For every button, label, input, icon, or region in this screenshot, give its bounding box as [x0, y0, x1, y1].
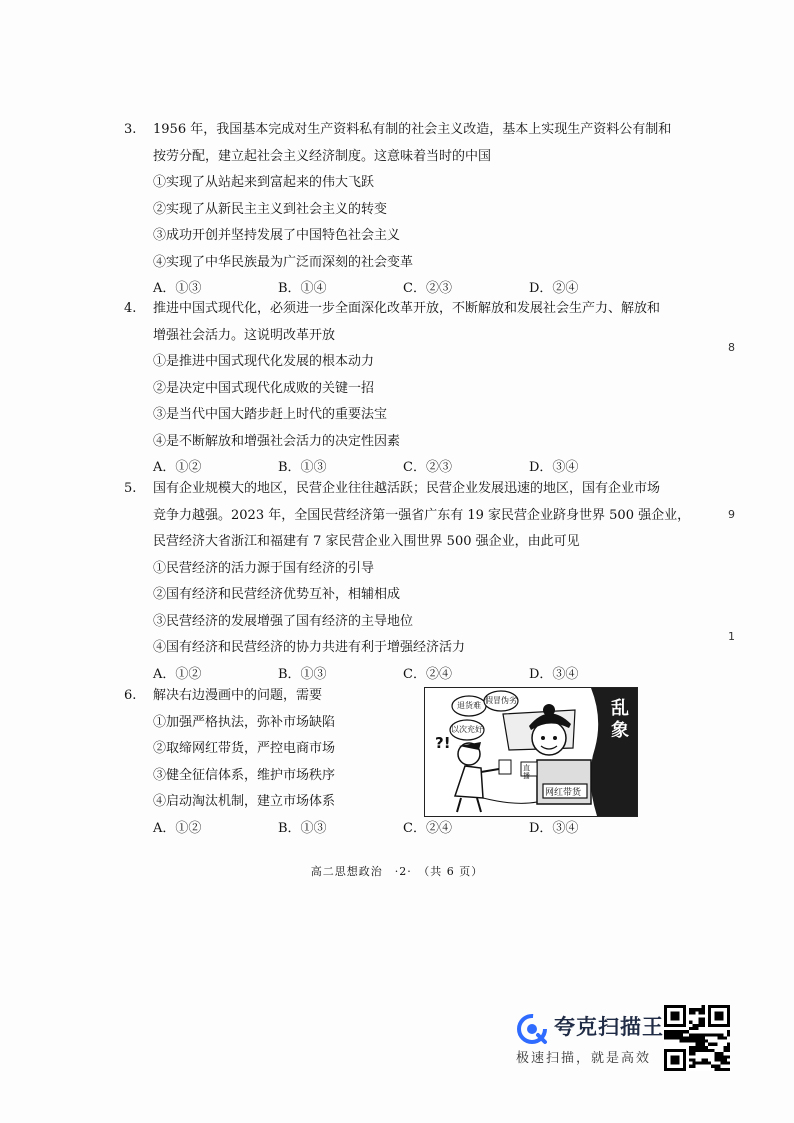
qr-code-icon — [664, 1005, 730, 1071]
margin-mark: 9 — [728, 508, 735, 521]
cartoon-bubble: 以次充好 — [451, 725, 483, 734]
choice-item: ②实现了从新民主主义到社会主义的转变 — [153, 201, 388, 217]
cartoon-sign: 网红带货 — [545, 788, 582, 798]
question-3 — [124, 117, 684, 302]
margin-mark: 1 — [728, 630, 735, 643]
question-4 — [124, 296, 684, 481]
option-c: C．②④ — [403, 666, 452, 682]
cartoon-side-text: 乱象 — [611, 698, 629, 741]
option-d: D．③④ — [529, 666, 579, 682]
option-c: C．②③ — [403, 460, 452, 475]
option-d: D．②④ — [529, 281, 579, 296]
choice-item: ①是推进中国式现代化发展的根本动力 — [153, 354, 375, 369]
choice-item: ①加强严格执法，弥补市场缺陷 — [153, 714, 336, 730]
cartoon-marks: ?! — [435, 734, 451, 752]
choice-item: ③健全征信体系，维护市场秩序 — [153, 767, 336, 783]
option-a: A．①② — [153, 460, 202, 475]
choice-item: ④启动淘汰机制，建立市场体系 — [153, 794, 336, 809]
page-footer: 高二思想政治 ·2· （共 6 页） — [310, 865, 484, 878]
choice-item: ④国有经济和民营经济的协力共进有利于增强经济活力 — [153, 640, 466, 655]
option-d: D．③④ — [529, 460, 579, 475]
option-b: B．①③ — [278, 460, 327, 475]
watermark-subtitle: 极速扫描，就是高效 — [516, 1051, 652, 1066]
choice-item: ①民营经济的活力源于国有经济的引导 — [153, 560, 375, 576]
choice-item: ③是当代中国大踏步赶上时代的重要法宝 — [153, 407, 388, 422]
option-a: A．①② — [153, 820, 202, 836]
watermark-title: 夸克扫描王 — [554, 1015, 664, 1039]
choice-item: ②是决定中国式现代化成败的关键一招 — [153, 380, 375, 396]
option-d: D．③④ — [529, 820, 579, 836]
option-b: B．①③ — [278, 666, 327, 682]
option-a: A．①② — [153, 666, 202, 682]
margin-mark: 8 — [728, 341, 735, 354]
cartoon-bubble: 退货难 — [457, 701, 481, 710]
question-5 — [124, 476, 691, 688]
question-number: 4. — [124, 301, 137, 316]
question-stem: 民营经济大省浙江和福建有 7 家民营企业入围世界 500 强企业，由此可见 — [153, 534, 580, 549]
answer-options — [124, 816, 684, 842]
question-stem: 竞争力越强。2023 年，全国民营经济第一强省广东有 19 家民营企业跻身世界 500 强企业， — [153, 507, 691, 523]
question-stem: 推进中国式现代化，必须进一步全面深化改革开放，不断解放和发展社会生产力、解放和 — [153, 301, 661, 316]
choice-item: ④实现了中华民族最为广泛而深刻的社会变革 — [153, 254, 414, 270]
choice-item: ③成功开创并坚持发展了中国特色社会主义 — [153, 228, 401, 243]
choice-item: ②取缔网红带货，严控电商市场 — [153, 741, 336, 756]
choice-item: ②国有经济和民营经济优势互补，相辅相成 — [153, 587, 401, 602]
question-stem: 国有企业规模大的地区，民营企业往往越活跃；民营企业发展迅速的地区，国有企业市场 — [153, 481, 661, 496]
cartoon-illustration — [424, 687, 638, 817]
cartoon-tag: 直播 — [523, 764, 530, 780]
scanner-logo-icon — [516, 1013, 548, 1045]
question-stem: 按劳分配，建立起社会主义经济制度。这意味着当时的中国 — [153, 148, 492, 164]
option-c: C．②③ — [403, 281, 452, 296]
option-b: B．①④ — [278, 281, 327, 296]
choice-item: ③民营经济的发展增强了国有经济的主导地位 — [153, 613, 414, 629]
question-stem: 1956 年，我国基本完成对生产资料私有制的社会主义改造，基本上实现生产资料公有制和 — [153, 122, 672, 137]
question-number: 3. — [124, 122, 137, 137]
question-stem: 增强社会活力。这说明改革开放 — [153, 327, 336, 343]
question-stem: 解决右边漫画中的问题，需要 — [153, 688, 323, 703]
cartoon-bubble: 假冒伪劣 — [485, 696, 517, 705]
option-a: A．①③ — [153, 281, 202, 296]
option-b: B．①③ — [278, 820, 327, 836]
question-number: 5. — [124, 481, 137, 496]
option-c: C．②④ — [403, 820, 452, 836]
choice-item: ④是不断解放和增强社会活力的决定性因素 — [153, 433, 401, 449]
choice-item: ①实现了从站起来到富起来的伟大飞跃 — [153, 175, 375, 190]
question-number: 6. — [124, 688, 137, 703]
